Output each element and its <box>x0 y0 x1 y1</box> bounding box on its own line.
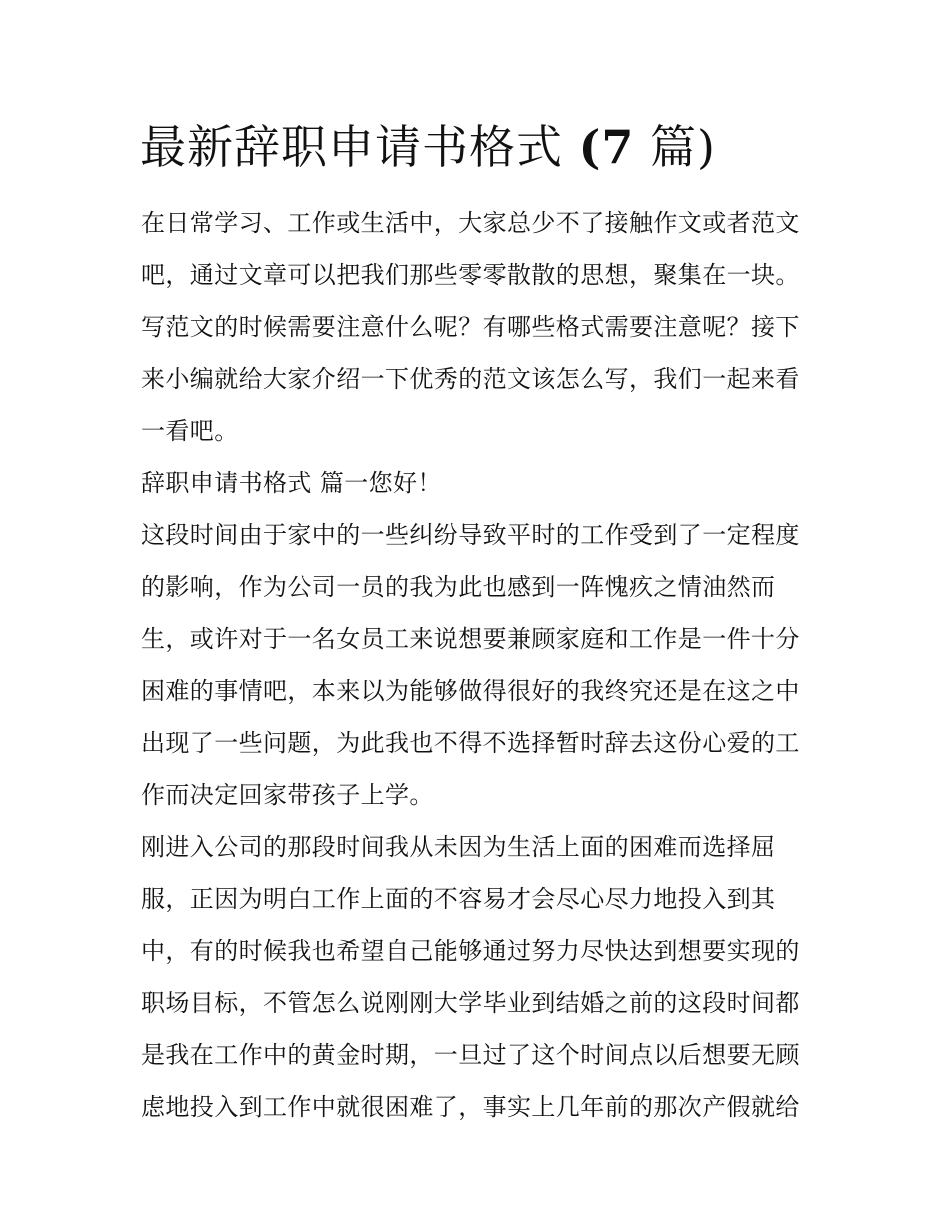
document-body <box>141 197 821 1133</box>
text-line: 作而决定回家带孩子上学。 <box>141 781 434 809</box>
text-line: 一看吧。 <box>141 417 239 445</box>
text-line: 出现了一些问题，为此我也不得不选择暂时辞去这份心爱的工 <box>141 729 800 757</box>
text-line: 是我在工作中的黄金时期，一旦过了这个时间点以后想要无顾 <box>141 1041 800 1069</box>
title-suffix: 篇) <box>634 120 716 174</box>
section-heading: 辞职申请书格式 篇一您好！ <box>141 469 442 497</box>
text-line: 在日常学习、工作或生活中，大家总少不了接触作文或者范文 <box>141 209 800 237</box>
text-line: 虑地投入到工作中就很困难了，事实上几年前的那次产假就给 <box>141 1093 800 1121</box>
text-line: 职场目标，不管怎么说刚刚大学毕业到结婚之前的这段时间都 <box>141 989 800 1017</box>
text-line: 这段时间由于家中的一些纠纷导致平时的工作受到了一定程度 <box>141 521 800 549</box>
text-line: 生，或许对于一名女员工来说想要兼顾家庭和工作是一件十分 <box>141 625 800 653</box>
text-line: 的影响，作为公司一员的我为此也感到一阵愧疚之情油然而 <box>141 573 776 601</box>
text-line: 来小编就给大家介绍一下优秀的范文该怎么写，我们一起来看 <box>141 365 800 393</box>
text-line: 中，有的时候我也希望自己能够通过努力尽快达到想要实现的 <box>141 937 800 965</box>
title-count: (7 <box>578 120 635 174</box>
text-line: 写范文的时候需要注意什么呢？有哪些格式需要注意呢？接下 <box>141 313 800 341</box>
title-main: 最新辞职申请书格式 <box>140 120 579 174</box>
text-line: 刚进入公司的那段时间我从未因为生活上面的困难而选择屈 <box>141 833 776 861</box>
text-line: 服，正因为明白工作上面的不容易才会尽心尽力地投入到其 <box>141 885 776 913</box>
page-title <box>140 114 716 180</box>
text-line: 困难的事情吧，本来以为能够做得很好的我终究还是在这之中 <box>141 677 800 705</box>
text-line: 吧，通过文章可以把我们那些零零散散的思想，聚集在一块。 <box>141 261 800 289</box>
